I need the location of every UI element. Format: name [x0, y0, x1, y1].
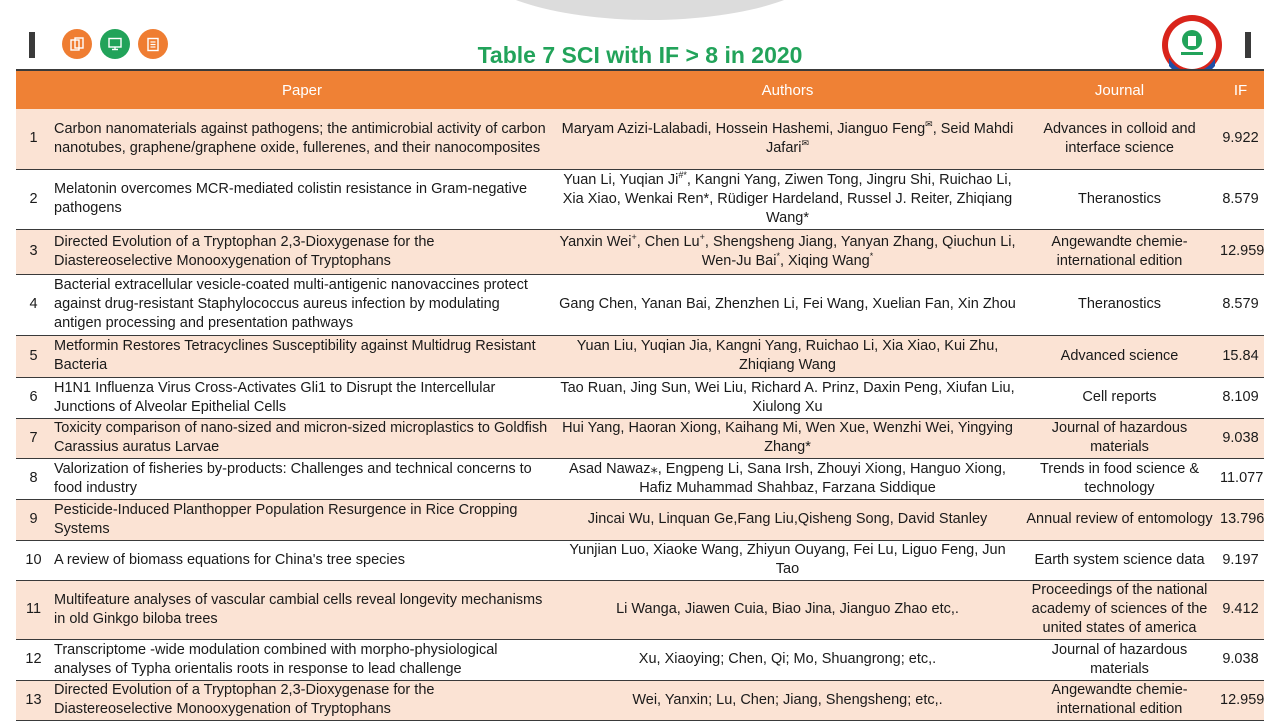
- row-number: 2: [16, 169, 51, 229]
- table-row: [16, 377, 1264, 418]
- paper-title: Bacterial extracellular vesicle-coated multi-antigenic nanovaccines protect against drug-resistant Staphylococcus aureus infection by modulating antigen processing and presentation pathways: [51, 274, 553, 335]
- journal-name: Advanced science: [1022, 335, 1217, 377]
- table-row: [16, 229, 1264, 274]
- impact-factor: 9.038: [1217, 418, 1264, 458]
- impact-factor: 9.038: [1217, 639, 1264, 680]
- header-number: [16, 70, 51, 109]
- paper-authors: Li Wanga, Jiawen Cuia, Biao Jina, Jianguo Zhao etc,.: [553, 580, 1022, 639]
- table-row: [16, 639, 1264, 680]
- row-number: 7: [16, 418, 51, 458]
- paper-title: Carbon nanomaterials against pathogens; the antimicrobial activity of carbon nanotubes, graphene/graphene oxide, fullerenes, and their nanocomposites: [51, 109, 553, 169]
- table-row: [16, 109, 1264, 169]
- paper-title: Toxicity comparison of nano-sized and micron-sized microplastics to Goldfish Carassius auratus Larvae: [51, 418, 553, 458]
- impact-factor: 15.84: [1217, 335, 1264, 377]
- table-row: [16, 458, 1264, 499]
- page-title: Table 7 SCI with IF > 8 in 2020: [477, 42, 803, 68]
- table-header-row: [16, 70, 1264, 109]
- table-body: [16, 109, 1264, 720]
- table-row: [16, 335, 1264, 377]
- table-row: [16, 418, 1264, 458]
- paper-authors: Yanxin Wei+, Chen Lu+, Shengsheng Jiang, Yanyan Zhang, Qiuchun Li, Wen-Ju Bai*, Xiqing Wang*: [553, 229, 1022, 274]
- paper-authors: Tao Ruan, Jing Sun, Wei Liu, Richard A. Prinz, Daxin Peng, Xiufan Liu, Xiulong Xu: [553, 377, 1022, 418]
- table-row: [16, 499, 1264, 540]
- row-number: 5: [16, 335, 51, 377]
- top-decorative-arc: [470, 0, 830, 20]
- journal-name: Journal of hazardous materials: [1022, 418, 1217, 458]
- paper-authors: Jincai Wu, Linquan Ge,Fang Liu,Qisheng Song, David Stanley: [553, 499, 1022, 540]
- row-number: 9: [16, 499, 51, 540]
- paper-authors: Asad Nawaz⁎, Engpeng Li, Sana Irsh, Zhouyi Xiong, Hanguo Xiong, Hafiz Muhammad Shahbaz, Farzana Siddique: [553, 458, 1022, 499]
- paper-authors: Yunjian Luo, Xiaoke Wang, Zhiyun Ouyang, Fei Lu, Liguo Feng, Jun Tao: [553, 540, 1022, 580]
- header-paper: Paper: [51, 70, 553, 109]
- paper-authors: Yuan Liu, Yuqian Jia, Kangni Yang, Ruichao Li, Xia Xiao, Kui Zhu, Zhiqiang Wang: [553, 335, 1022, 377]
- paper-title: A review of biomass equations for China's tree species: [51, 540, 553, 580]
- sci-publications-table: [16, 69, 1264, 721]
- header-authors: Authors: [553, 70, 1022, 109]
- paper-title: Pesticide-Induced Planthopper Population Resurgence in Rice Cropping Systems: [51, 499, 553, 540]
- header-journal: Journal: [1022, 70, 1217, 109]
- impact-factor: 8.579: [1217, 169, 1264, 229]
- paper-title: Directed Evolution of a Tryptophan 2,3-Dioxygenase for the Diastereoselective Monooxygenation of Tryptophans: [51, 229, 553, 274]
- journal-name: Trends in food science & technology: [1022, 458, 1217, 499]
- table-row: [16, 580, 1264, 639]
- row-number: 6: [16, 377, 51, 418]
- paper-authors: Maryam Azizi-Lalabadi, Hossein Hashemi, Jianguo Feng✉, Seid Mahdi Jafari✉: [553, 109, 1022, 169]
- impact-factor: 11.077: [1217, 458, 1264, 499]
- paper-authors: Gang Chen, Yanan Bai, Zhenzhen Li, Fei Wang, Xuelian Fan, Xin Zhou: [553, 274, 1022, 335]
- paper-title: H1N1 Influenza Virus Cross-Activates Gli1 to Disrupt the Intercellular Junctions of Alveolar Epithelial Cells: [51, 377, 553, 418]
- paper-title: Multifeature analyses of vascular cambial cells reveal longevity mechanisms in old Ginkgo biloba trees: [51, 580, 553, 639]
- impact-factor: 9.197: [1217, 540, 1264, 580]
- paper-title: Transcriptome -wide modulation combined with morpho-physiological analyses of Typha orientalis roots in response to lead challenge: [51, 639, 553, 680]
- journal-name: Advances in colloid and interface science: [1022, 109, 1217, 169]
- journal-name: Theranostics: [1022, 169, 1217, 229]
- paper-authors: Hui Yang, Haoran Xiong, Kaihang Mi, Wen Xue, Wenzhi Wei, Yingying Zhang*: [553, 418, 1022, 458]
- row-number: 8: [16, 458, 51, 499]
- journal-name: Theranostics: [1022, 274, 1217, 335]
- table-row: [16, 274, 1264, 335]
- impact-factor: 12.959: [1217, 229, 1264, 274]
- impact-factor: 8.109: [1217, 377, 1264, 418]
- table-row: [16, 540, 1264, 580]
- paper-authors: Xu, Xiaoying; Chen, Qi; Mo, Shuangrong; etc,.: [553, 639, 1022, 680]
- journal-name: Cell reports: [1022, 377, 1217, 418]
- row-number: 12: [16, 639, 51, 680]
- row-number: 10: [16, 540, 51, 580]
- row-number: 13: [16, 680, 51, 720]
- impact-factor: 12.959: [1217, 680, 1264, 720]
- row-number: 4: [16, 274, 51, 335]
- journal-name: Proceedings of the national academy of sciences of the united states of america: [1022, 580, 1217, 639]
- impact-factor: 13.796: [1217, 499, 1264, 540]
- journal-name: Annual review of entomology: [1022, 499, 1217, 540]
- impact-factor: 9.412: [1217, 580, 1264, 639]
- journal-name: Earth system science data: [1022, 540, 1217, 580]
- paper-title: Metformin Restores Tetracyclines Susceptibility against Multidrug Resistant Bacteria: [51, 335, 553, 377]
- paper-title: Directed Evolution of a Tryptophan 2,3-Dioxygenase for the Diastereoselective Monooxygenation of Tryptophans: [51, 680, 553, 720]
- row-number: 3: [16, 229, 51, 274]
- paper-authors: Yuan Li, Yuqian Ji#*, Kangni Yang, Ziwen Tong, Jingru Shi, Ruichao Li, Xia Xiao, Wenkai Ren*, Rüdiger Hardeland, Russel J. Reiter, Zhiqiang Wang*: [553, 169, 1022, 229]
- table-row: [16, 169, 1264, 229]
- paper-title: Melatonin overcomes MCR-mediated colistin resistance in Gram-negative pathogens: [51, 169, 553, 229]
- impact-factor: 9.922: [1217, 109, 1264, 169]
- header-if: IF: [1217, 70, 1264, 109]
- paper-authors: Wei, Yanxin; Lu, Chen; Jiang, Shengsheng; etc,.: [553, 680, 1022, 720]
- table-row: [16, 680, 1264, 720]
- journal-name: Angewandte chemie-international edition: [1022, 680, 1217, 720]
- paper-title: Valorization of fisheries by-products: Challenges and technical concerns to food industry: [51, 458, 553, 499]
- journal-name: Journal of hazardous materials: [1022, 639, 1217, 680]
- row-number: 11: [16, 580, 51, 639]
- row-number: 1: [16, 109, 51, 169]
- journal-name: Angewandte chemie-international edition: [1022, 229, 1217, 274]
- impact-factor: 8.579: [1217, 274, 1264, 335]
